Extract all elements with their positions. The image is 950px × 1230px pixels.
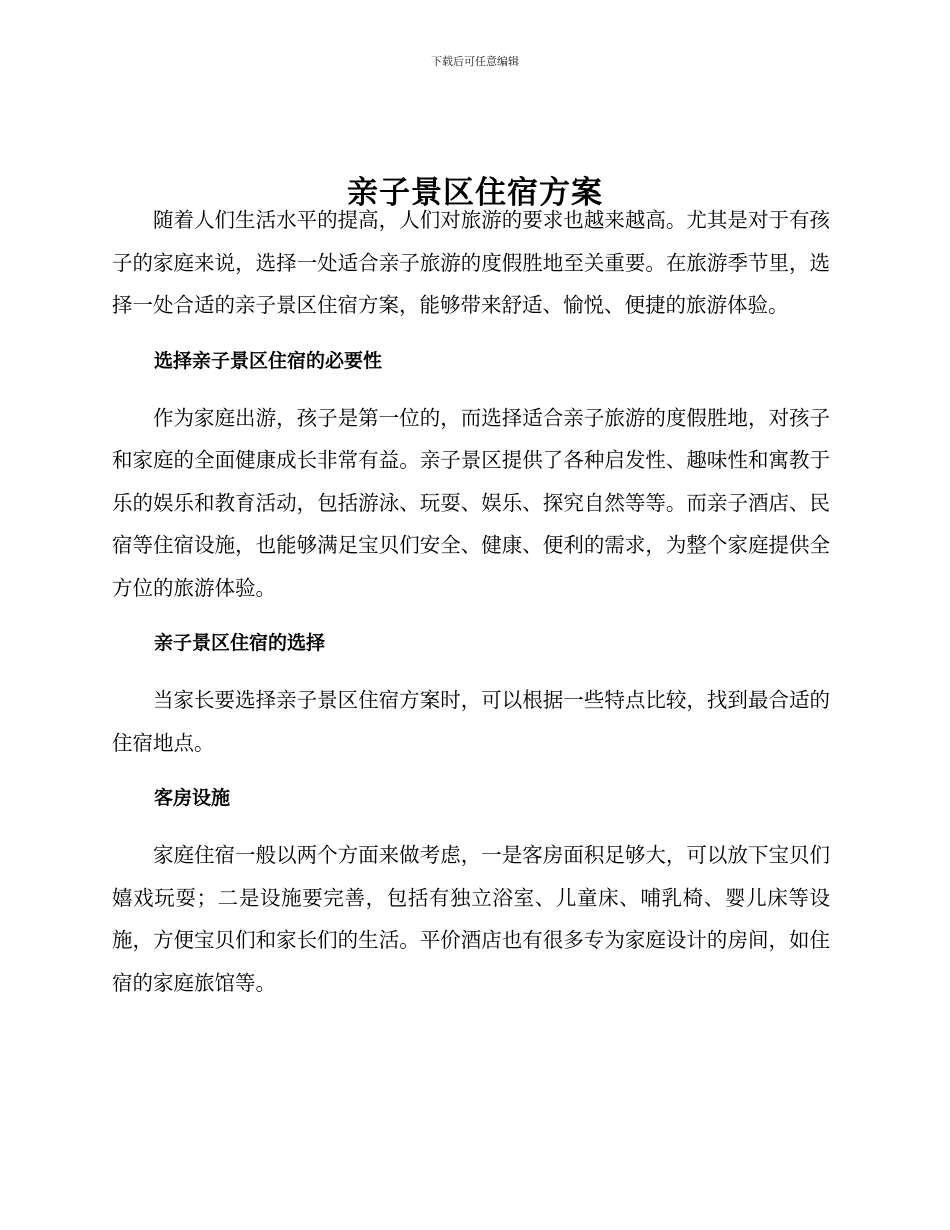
spacer xyxy=(112,327,830,341)
spacer xyxy=(112,818,830,834)
spacer xyxy=(112,381,830,397)
section-heading-room-facilities: 客房设施 xyxy=(154,787,231,809)
section-paragraph-choice: 当家长要选择亲子景区住宿方案时，可以根据一些特点比较，找到最合适的住宿地点。 xyxy=(112,688,830,755)
section-heading-necessity: 选择亲子景区住宿的必要性 xyxy=(154,349,383,372)
spacer xyxy=(112,663,830,679)
header-note: 下载后可任意编辑 xyxy=(431,55,519,68)
spacer xyxy=(112,609,830,623)
section-paragraph-room-facilities: 家庭住宿一般以两个方面来做考虑，一是客房面积足够大，可以放下宝贝们嬉戏玩耍；二是设施要完善，包括有独立浴室、儿童床、哺乳椅、婴儿床等设施，方便宝贝们和家长们的生活。平价酒店也有很多专为家庭设计的房间，如住宿的家庭旅馆等。 xyxy=(112,843,830,995)
section-paragraph-necessity: 作为家庭出游，孩子是第一位的，而选择适合亲子旅游的度假胜地，对孩子和家庭的全面健康成长非常有益。亲子景区提供了各种启发性、趣味性和寓教于乐的娱乐和教育活动，包括游泳、玩耍、娱乐、探究自然等等。而亲子酒店、民宿等住宿设施，也能够满足宝贝们安全、健康、便利的需求，为整个家庭提供全方位的旅游体验。 xyxy=(112,405,830,600)
document-body xyxy=(112,199,830,1004)
section-heading-choice: 亲子景区住宿的选择 xyxy=(154,632,326,654)
intro-paragraph: 随着人们生活水平的提高，人们对旅游的要求也越来越高。尤其是对于有孩子的家庭来说，选择一处适合亲子旅游的度假胜地至关重要。在旅游季节里，选择一处合适的亲子景区住宿方案，能够带来舒适、愉悦、便捷的旅游体验。 xyxy=(112,208,830,317)
spacer xyxy=(112,764,830,778)
document-title: 亲子景区住宿方案 xyxy=(347,174,603,211)
